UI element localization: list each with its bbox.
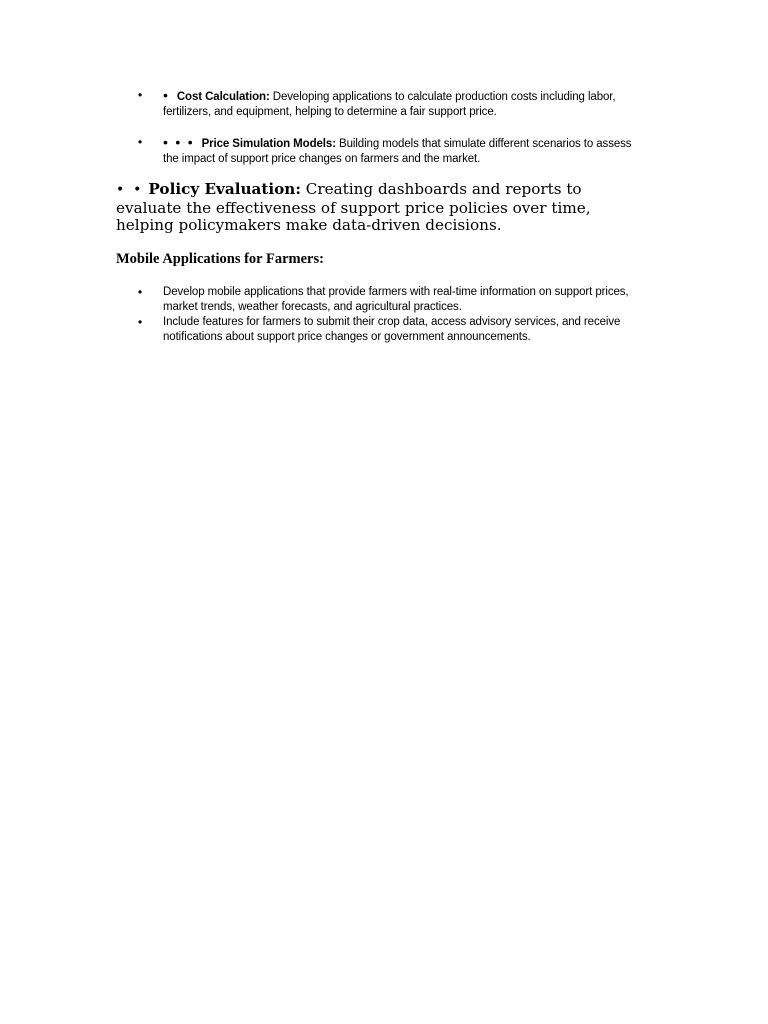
list-bullet: • xyxy=(138,285,143,299)
policy-label: Policy Evaluation: xyxy=(148,180,301,198)
list-bullet: • xyxy=(138,315,143,329)
list-item-text: Include features for farmers to submit their crop data, access advisory services, and receive notifications about support price changes or government announcements. xyxy=(163,316,621,343)
policy-evaluation-paragraph xyxy=(116,181,626,235)
inline-bullets: • • • xyxy=(163,134,193,150)
mobile-bullet-1 xyxy=(138,285,643,315)
item-description: Developing applications to calculate production costs including labor, fertilizers, and equipment, helping to determine a fair support price. xyxy=(163,91,616,118)
list-item-price-simulation xyxy=(138,135,638,167)
list-item-cost-calculation xyxy=(138,88,638,120)
list-bullet: • xyxy=(138,135,143,149)
item-label: Cost Calculation: xyxy=(176,91,270,103)
policy-description: Creating dashboards and reports to evaluate the effectiveness of support price policies over time, helping policymakers make data-driven decisions. xyxy=(116,180,591,234)
list-item-text: Develop mobile applications that provide farmers with real-time information on support prices, market trends, weather forecasts, and agricultural practices. xyxy=(163,286,629,313)
inline-bullets: • xyxy=(163,87,168,103)
item-label: Price Simulation Models: xyxy=(201,138,336,150)
list-item-text xyxy=(163,88,638,120)
list-item-text xyxy=(163,135,638,167)
mobile-bullet-2 xyxy=(138,315,643,345)
item-description: Building models that simulate different scenarios to assess the impact of support price changes on farmers and the market. xyxy=(163,138,632,165)
section-heading-mobile-apps: Mobile Applications for Farmers: xyxy=(116,251,324,267)
list-bullet: • xyxy=(138,88,143,102)
inline-bullets: • • xyxy=(116,182,142,198)
